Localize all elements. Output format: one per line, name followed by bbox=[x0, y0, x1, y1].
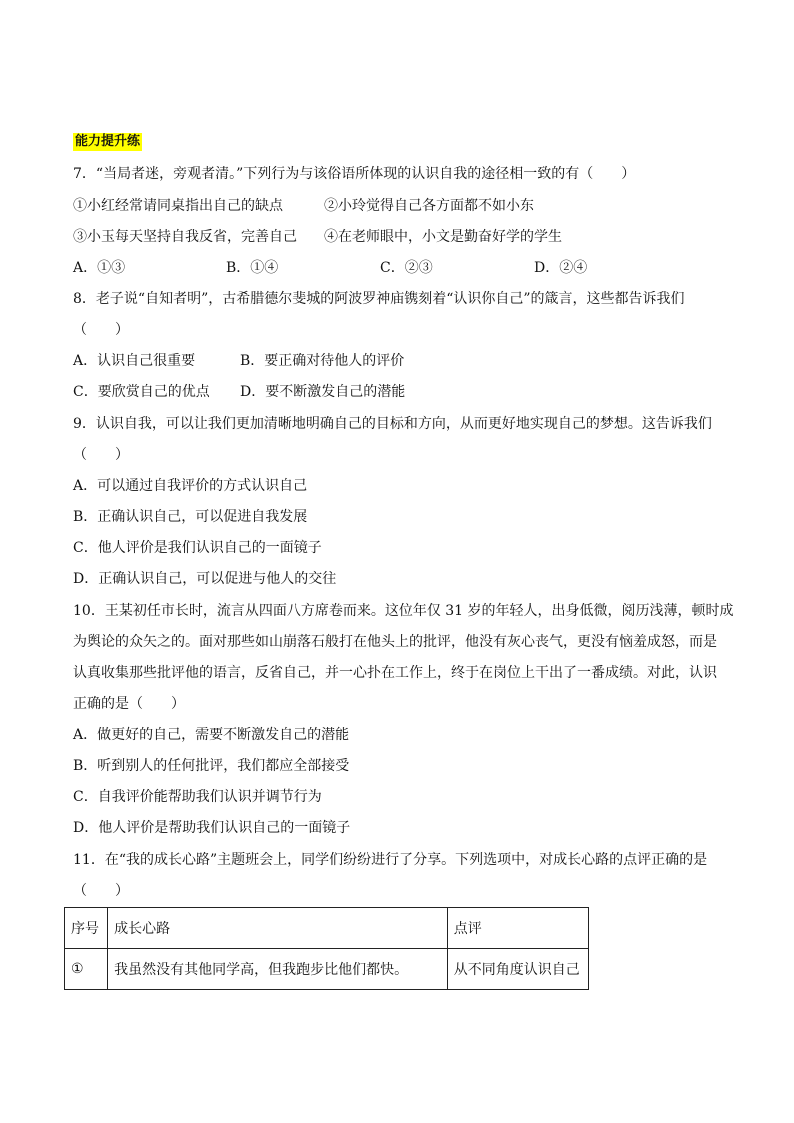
q10-option-a: A．做更好的自己，需要不断激发自己的潜能 bbox=[73, 727, 350, 743]
table-header-cell: 序号 bbox=[65, 908, 108, 949]
q10-option-d: D．他人评价是帮助我们认识自己的一面镜子 bbox=[73, 820, 351, 836]
q9-option-a: A．可以通过自我评价的方式认识自己 bbox=[73, 478, 308, 494]
q10-line-1: 10．王某初任市长时，流言从四面八方席卷而来。这位年仅 31 岁的年轻人，出身低微，阅历浅薄，顿时成 bbox=[73, 603, 734, 619]
q10-line-4: 正确的是（ ） bbox=[73, 696, 185, 712]
q7-option-b: B．①④ bbox=[226, 260, 279, 276]
q9-paren: （ ） bbox=[73, 447, 129, 463]
q9-option-c: C．他人评价是我们认识自己的一面镜子 bbox=[73, 540, 322, 556]
q8-option-d: D．要不断激发自己的潜能 bbox=[240, 384, 406, 400]
q7-statement-1: ①小红经常请同桌指出自己的缺点 bbox=[73, 198, 283, 214]
table-row bbox=[65, 949, 589, 990]
q10-option-b: B．听到别人的任何批评，我们都应全部接受 bbox=[73, 758, 350, 774]
q7-stem: 7．“当局者迷，旁观者清。”下列行为与该俗语所体现的认识自我的途径相一致的有（ ） bbox=[73, 166, 636, 182]
table-header-row bbox=[65, 908, 589, 949]
q10-line-2: 为舆论的众矢之的。面对那些如山崩落石般打在他头上的批评，他没有灰心丧气，更没有恼羞成怒，而是 bbox=[73, 634, 717, 650]
q7-statement-3: ③小玉每天坚持自我反省，完善自己 bbox=[73, 229, 297, 245]
q11-paren: （ ） bbox=[73, 883, 129, 899]
q7-option-d: D．②④ bbox=[534, 260, 588, 276]
table-cell: 我虽然没有其他同学高，但我跑步比他们都快。 bbox=[108, 949, 448, 990]
section-title: 能力提升练 bbox=[75, 134, 141, 149]
q10-line-3: 认真收集那些批评他的语言，反省自己，并一心扑在工作上，终于在岗位上干出了一番成绩。对此，认识 bbox=[73, 665, 717, 681]
q7-statement-4: ④在老师眼中，小文是勤奋好学的学生 bbox=[324, 229, 562, 245]
q8-option-c: C．要欣赏自己的优点 bbox=[73, 384, 210, 400]
table-cell: 从不同角度认识自己 bbox=[447, 949, 588, 990]
q10-option-c: C．自我评价能帮助我们认识并调节行为 bbox=[73, 789, 322, 805]
q7-option-a: A．①③ bbox=[73, 260, 126, 276]
q9-stem: 9．认识自我，可以让我们更加清晰地明确自己的目标和方向，从而更好地实现自己的梦想。这告诉我们 bbox=[73, 416, 712, 432]
q8-option-b: B．要正确对待他人的评价 bbox=[240, 353, 405, 369]
q8-option-a: A．认识自己很重要 bbox=[73, 353, 196, 369]
q7-statement-2: ②小玲觉得自己各方面都不如小东 bbox=[324, 198, 534, 214]
table-header-cell: 点评 bbox=[447, 908, 588, 949]
table-cell: ① bbox=[65, 949, 108, 990]
q9-option-d: D．正确认识自己，可以促进与他人的交往 bbox=[73, 571, 337, 587]
growth-path-table bbox=[64, 907, 589, 990]
q11-stem: 11．在“我的成长心路”主题班会上，同学们纷纷进行了分享。下列选项中，对成长心路的点评正确的是 bbox=[73, 852, 708, 868]
q8-stem: 8．老子说“自知者明”，古希腊德尔斐城的阿波罗神庙镌刻着“认识你自己”的箴言，这些都告诉我们 bbox=[73, 291, 685, 307]
q8-paren: （ ） bbox=[73, 322, 129, 338]
table-header-cell: 成长心路 bbox=[108, 908, 448, 949]
q9-option-b: B．正确认识自己，可以促进自我发展 bbox=[73, 509, 308, 525]
q7-option-c: C．②③ bbox=[380, 260, 433, 276]
